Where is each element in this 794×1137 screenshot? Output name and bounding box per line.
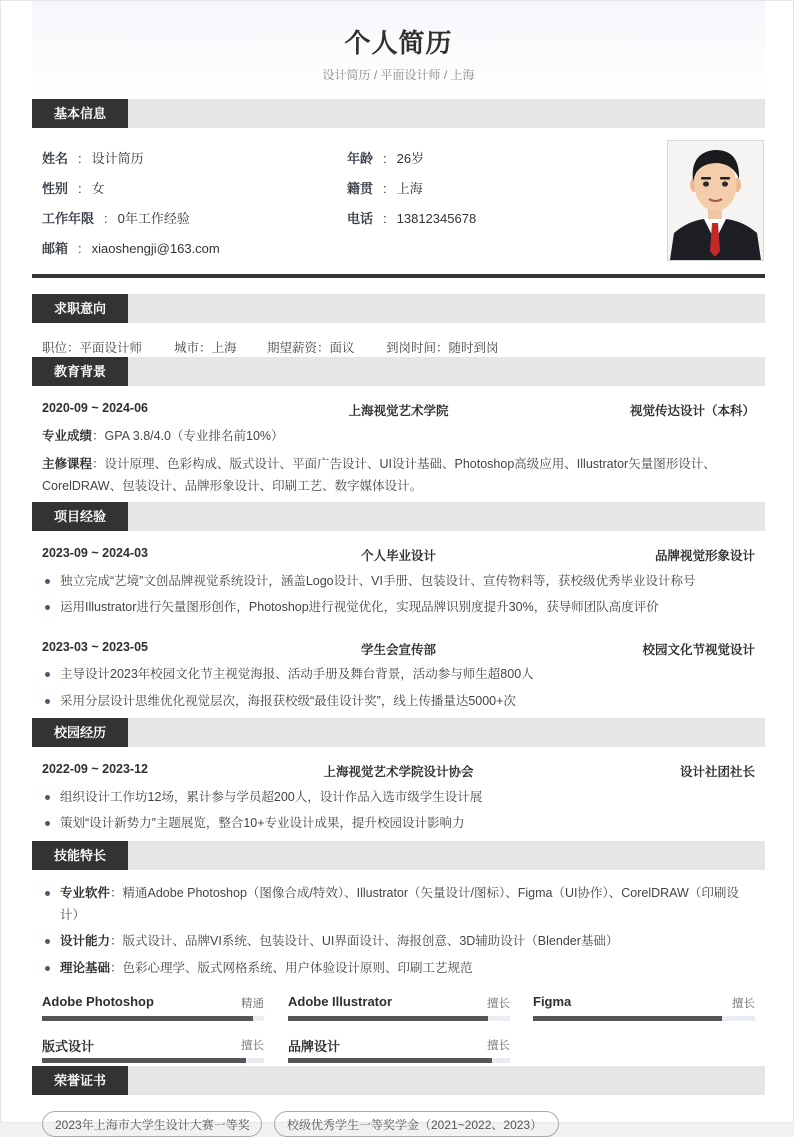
skill-fill — [42, 1058, 246, 1063]
section-title-intent: 求职意向 — [32, 294, 128, 323]
info-name: 姓名 : 设计简历 — [42, 151, 144, 166]
list-item: 独立完成“艺境”文创品牌视觉系统设计，涵盖Logo设计、VI手册、包装设计、宣传物料等，获校级优秀毕业设计称号 — [42, 570, 757, 592]
intent-city: 城市：上海 — [174, 341, 237, 355]
skill-track — [533, 1016, 755, 1021]
project-entry-header — [42, 640, 755, 658]
section-title-education: 教育背景 — [32, 357, 128, 386]
skill-category-label: 理论基础 — [60, 961, 111, 975]
skill-name: 品牌设计 — [288, 1039, 341, 1054]
info-value: 女 — [91, 181, 105, 196]
info-years: 工作年限 : 0年工作经验 — [42, 211, 190, 226]
section-title-projects: 项目经验 — [32, 502, 128, 531]
list-item — [42, 882, 757, 926]
info-value: 设计简历 — [91, 151, 144, 166]
section-bar-projects — [32, 502, 765, 531]
section-bar-intent — [32, 294, 765, 323]
entry-project-name: 个人毕业设计 — [360, 549, 436, 563]
list-item: 策划“设计新势力”主题展览，整合10+专业设计成果，提升校园设计影响力 — [42, 812, 757, 834]
skill-category-label: 设计能力 — [60, 934, 111, 948]
skill-fill — [288, 1016, 488, 1021]
score-text: ：GPA 3.8/4.0（专业排名前10%） — [92, 429, 284, 443]
section-bar-basic — [32, 99, 765, 128]
entry-period: 2020-09 ~ 2024-06 — [42, 401, 148, 415]
entry-role: 校园文化节视觉设计 — [642, 643, 755, 657]
info-label: 邮箱 — [42, 241, 69, 256]
intent-position: 职位：平面设计师 — [42, 341, 143, 355]
education-courses — [42, 453, 757, 497]
info-label: 籍贯 — [347, 181, 374, 196]
info-value: 26岁 — [396, 151, 425, 166]
list-item: 采用分层设计思维优化视觉层次，海报获校级“最佳设计奖”，线上传播量达5000+次 — [42, 690, 757, 712]
skill-bar — [288, 1036, 510, 1064]
skill-name: Figma — [533, 994, 572, 1009]
info-label: 姓名 — [42, 151, 69, 166]
resume-header — [32, 1, 765, 97]
courses-label: 主修课程 — [42, 457, 93, 471]
section-bar-honors — [32, 1066, 765, 1095]
section-title-campus: 校园经历 — [32, 718, 128, 747]
section-bar-campus — [32, 718, 765, 747]
skill-track — [42, 1016, 264, 1021]
entry-period: 2022-09 ~ 2023-12 — [42, 762, 148, 776]
skill-track — [42, 1058, 264, 1063]
info-label: 性别 — [42, 181, 69, 196]
info-label: 电话 — [347, 211, 374, 226]
avatar-portrait-icon — [668, 141, 763, 260]
skill-level: 擅长 — [732, 998, 755, 1010]
courses-text: ：设计原理、色彩构成、版式设计、平面广告设计、UI设计基础、Photoshop高级应用、Illustrator矢量图形设计、CorelDRAW、包装设计、品牌形象设计、印刷工艺、数字媒体设计。 — [42, 457, 716, 493]
skill-category-label: 专业软件 — [60, 886, 111, 900]
entry-role: 品牌视觉形象设计 — [654, 549, 755, 563]
section-title-honors: 荣誉证书 — [32, 1066, 128, 1095]
skill-level: 擅长 — [241, 1040, 264, 1052]
entry-project-name: 学生会宣传部 — [360, 643, 436, 657]
skill-bar — [42, 1036, 264, 1064]
info-age: 年龄 : 26岁 — [347, 151, 425, 166]
skill-category-text: ：精通Adobe Photoshop（图像合成/特效）、Illustrator（矢量设计/图标）、Figma（UI协作）、CorelDRAW（印刷设计） — [60, 886, 739, 922]
list-item — [42, 957, 757, 979]
info-value: 0年工作经验 — [117, 211, 190, 226]
project-entry-header — [42, 546, 755, 564]
section-bar-education — [32, 357, 765, 386]
section-title-skills: 技能特长 — [32, 841, 128, 870]
section-bar-skills — [32, 841, 765, 870]
section-divider — [32, 274, 765, 278]
info-gender: 性别 : 女 — [42, 181, 105, 196]
skill-name: 版式设计 — [42, 1039, 95, 1054]
list-item: 组织设计工作坊12场，累计参与学员超200人，设计作品入选市级学生设计展 — [42, 786, 757, 808]
info-label: 工作年限 — [42, 211, 95, 226]
education-entry-header — [42, 401, 755, 419]
info-value: xiaoshengji@163.com — [91, 241, 220, 256]
entry-school: 上海视觉艺术学院 — [348, 404, 449, 418]
education-score — [42, 425, 757, 447]
intent-salary: 期望薪资：面议 — [267, 341, 355, 355]
info-origin: 籍贯 : 上海 — [347, 181, 423, 196]
skill-level: 擅长 — [487, 998, 510, 1010]
skill-track — [288, 1058, 510, 1063]
skill-fill — [533, 1016, 722, 1021]
honor-badge: 2023年上海市大学生设计大赛一等奖 — [42, 1111, 262, 1137]
honor-badge: 校级优秀学生一等奖学金（2021~2022、2023） — [274, 1111, 559, 1137]
info-value: 上海 — [396, 181, 423, 196]
skill-fill — [288, 1058, 492, 1063]
list-item — [42, 930, 757, 952]
skill-level: 擅长 — [487, 1040, 510, 1052]
page-subtitle: 设计简历 / 平面设计师 / 上海 — [322, 68, 475, 82]
skill-category-text: ：版式设计、品牌VI系统、包装设计、UI界面设计、海报创意、3D辅助设计（Blender基础） — [110, 934, 619, 948]
entry-period: 2023-03 ~ 2023-05 — [42, 640, 148, 654]
skill-fill — [42, 1016, 253, 1021]
info-value: 13812345678 — [396, 211, 477, 226]
avatar — [667, 140, 764, 261]
skill-name: Adobe Illustrator — [288, 994, 393, 1009]
campus-entry-header — [42, 762, 755, 780]
page-title: 个人简历 — [344, 28, 453, 58]
skill-level: 精通 — [241, 998, 264, 1010]
score-label: 专业成绩 — [42, 429, 93, 443]
entry-major: 视觉传达设计（本科） — [629, 404, 755, 418]
skill-bar — [288, 994, 510, 1022]
info-email: 邮箱 : xiaoshengji@163.com — [42, 241, 220, 256]
entry-org: 上海视觉艺术学院设计协会 — [323, 765, 474, 779]
skill-name: Adobe Photoshop — [42, 994, 154, 1009]
skill-bar — [42, 994, 264, 1022]
entry-role: 设计社团社长 — [679, 765, 755, 779]
info-phone: 电话 : 13812345678 — [347, 211, 477, 226]
list-item: 主导设计2023年校园文化节主视觉海报、活动手册及舞台背景，活动参与师生超800人 — [42, 663, 757, 685]
intent-arrival: 到岗时间：随时到岗 — [386, 341, 499, 355]
info-label: 年龄 — [347, 151, 374, 166]
skill-bar — [533, 994, 755, 1022]
skill-category-text: ：色彩心理学、版式网格系统、用户体验设计原则、印刷工艺规范 — [110, 961, 473, 975]
section-title-basic: 基本信息 — [32, 99, 128, 128]
list-item: 运用Illustrator进行矢量图形创作，Photoshop进行视觉优化，实现品牌识别度提升30%，获导师团队高度评价 — [42, 596, 757, 618]
entry-period: 2023-09 ~ 2024-03 — [42, 546, 148, 560]
skill-track — [288, 1016, 510, 1021]
